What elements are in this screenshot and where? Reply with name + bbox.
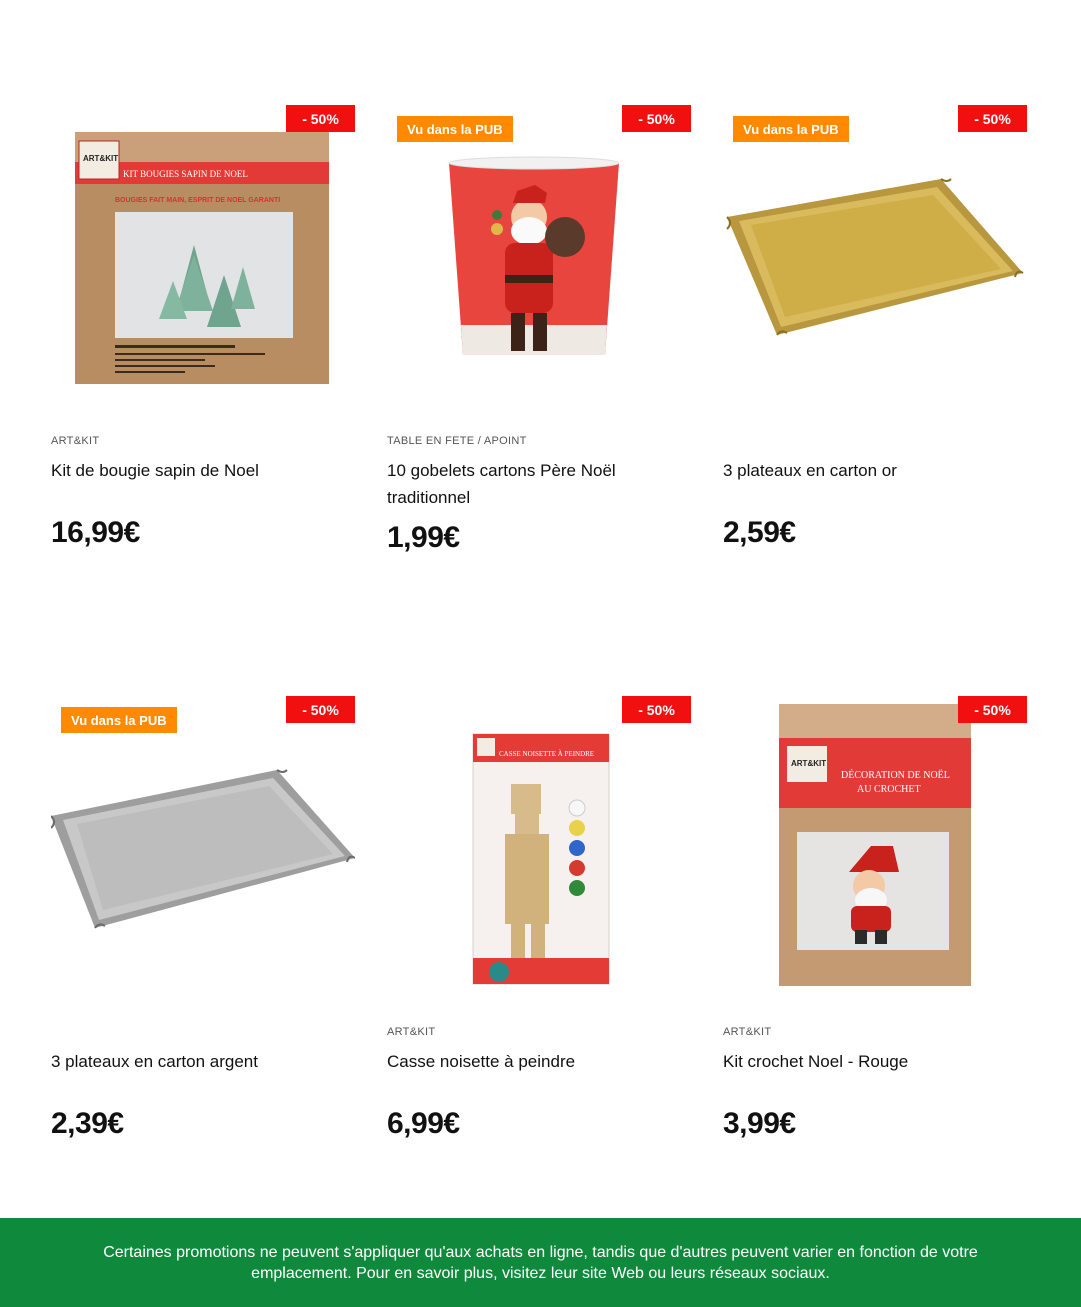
- product-price: 16,99€: [51, 516, 140, 549]
- svg-text:CASSE NOISETTE À PEINDRE: CASSE NOISETTE À PEINDRE: [499, 750, 595, 758]
- discount-badge: - 50%: [958, 105, 1027, 132]
- product-title[interactable]: 10 gobelets cartons Père Noël traditionnel: [387, 461, 616, 507]
- product-title[interactable]: 3 plateaux en carton or: [723, 461, 897, 480]
- discount-badge: - 50%: [622, 696, 691, 723]
- product-price: 6,99€: [387, 1107, 460, 1140]
- product-brand: ART&KIT: [723, 1026, 772, 1038]
- discount-badge: - 50%: [286, 105, 355, 132]
- svg-text:AU CROCHET: AU CROCHET: [857, 784, 921, 795]
- santa-cup-image: [387, 105, 691, 405]
- candle-kit-image: [51, 105, 355, 405]
- product-card-nutcracker[interactable]: [387, 696, 691, 1216]
- product-price: 3,99€: [723, 1107, 796, 1140]
- product-brand: ART&KIT: [51, 435, 100, 447]
- svg-text:BOUGIES FAIT MAIN, ESPRIT DE N: BOUGIES FAIT MAIN, ESPRIT DE NOEL GARANTI: [115, 197, 281, 204]
- product-brand: TABLE EN FETE / APOINT: [387, 435, 527, 447]
- product-title[interactable]: Casse noisette à peindre: [387, 1052, 576, 1071]
- product-title[interactable]: 3 plateaux en carton argent: [51, 1052, 258, 1071]
- pub-badge: Vu dans la PUB: [61, 707, 177, 733]
- svg-text:ART&KIT: ART&KIT: [83, 154, 119, 163]
- discount-badge: - 50%: [286, 696, 355, 723]
- product-image[interactable]: [387, 696, 691, 996]
- product-card-crochet-kit[interactable]: [723, 696, 1027, 1216]
- product-price: 1,99€: [387, 521, 460, 554]
- nutcracker-box-image: [387, 696, 691, 996]
- svg-text:ART&KIT: ART&KIT: [791, 759, 827, 768]
- pub-badge: Vu dans la PUB: [397, 116, 513, 142]
- silver-tray-image: [51, 696, 355, 996]
- product-image[interactable]: [51, 696, 355, 996]
- svg-text:KIT BOUGIES SAPIN DE NOEL: KIT BOUGIES SAPIN DE NOEL: [123, 169, 248, 179]
- product-image[interactable]: [723, 105, 1027, 405]
- product-card-silver-trays[interactable]: [51, 696, 355, 1216]
- product-card-gold-trays[interactable]: [723, 105, 1027, 625]
- gold-tray-image: [723, 105, 1027, 405]
- promo-disclaimer-footer: [0, 1218, 1081, 1307]
- product-price: 2,39€: [51, 1107, 124, 1140]
- product-title[interactable]: Kit crochet Noel - Rouge: [723, 1052, 909, 1071]
- product-title[interactable]: Kit de bougie sapin de Noel: [51, 461, 259, 480]
- product-card-candle-kit[interactable]: [51, 105, 355, 625]
- product-card-paper-cups[interactable]: [387, 105, 691, 625]
- product-brand: ART&KIT: [387, 1026, 436, 1038]
- svg-text:DÉCORATION DE NOËL: DÉCORATION DE NOËL: [841, 770, 950, 781]
- discount-badge: - 50%: [958, 696, 1027, 723]
- crochet-kit-image: [723, 696, 1027, 996]
- product-image[interactable]: [387, 105, 691, 405]
- discount-badge: - 50%: [622, 105, 691, 132]
- footer-text: Certaines promotions ne peuvent s'appliquer qu'aux achats en ligne, tandis que d'autres peuvent varier en fonction de votre emplacement. Pour en savoir plus, visitez leur site Web ou leurs réseaux sociaux.: [103, 1243, 978, 1282]
- product-image[interactable]: [51, 105, 355, 405]
- product-price: 2,59€: [723, 516, 796, 549]
- pub-badge: Vu dans la PUB: [733, 116, 849, 142]
- product-image[interactable]: [723, 696, 1027, 996]
